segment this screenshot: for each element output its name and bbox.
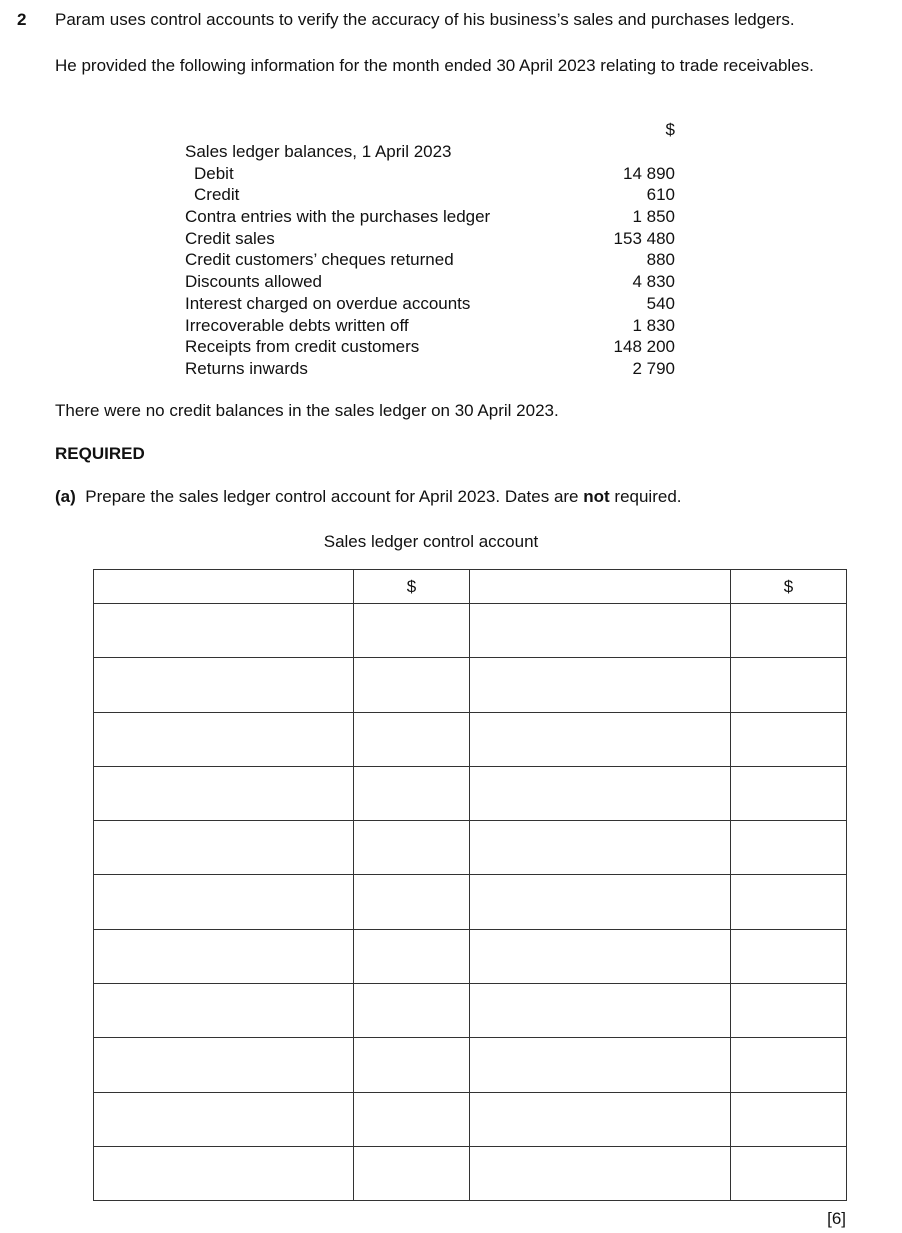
marks-label: [6] [827, 1209, 846, 1228]
debit-amount-cell[interactable] [354, 875, 470, 929]
debit-amount-cell[interactable] [354, 1146, 470, 1200]
info-row [185, 315, 675, 337]
question-number: 2 [17, 10, 27, 29]
credit-details-cell[interactable] [470, 766, 731, 820]
info-row [185, 271, 675, 293]
part-a-instruction [55, 487, 682, 507]
info-row [185, 163, 675, 185]
credit-amount-cell[interactable] [731, 1092, 847, 1146]
debit-details-cell[interactable] [94, 604, 354, 658]
info-amount: 610 [646, 185, 675, 205]
info-row [185, 293, 675, 315]
ledger-row [94, 658, 847, 712]
info-row [185, 184, 675, 206]
ledger-table [93, 569, 847, 1201]
debit-currency-header: $ [354, 570, 470, 604]
credit-amount-cell[interactable] [731, 1146, 847, 1200]
debit-amount-cell[interactable] [354, 929, 470, 983]
credit-details-header [470, 570, 731, 604]
info-amount: 1 850 [632, 207, 675, 227]
info-label: Irrecoverable debts written off [185, 315, 409, 335]
debit-details-cell[interactable] [94, 984, 354, 1038]
debit-amount-cell[interactable] [354, 821, 470, 875]
ledger-row [94, 712, 847, 766]
credit-amount-cell[interactable] [731, 766, 847, 820]
debit-details-cell[interactable] [94, 1038, 354, 1092]
ledger-row [94, 1146, 847, 1200]
info-label: Receipts from credit customers [185, 337, 420, 357]
info-row [185, 336, 675, 358]
credit-details-cell[interactable] [470, 821, 731, 875]
info-row [185, 228, 675, 250]
part-a-text-after: required. [609, 487, 682, 506]
part-a-emphasis: not [583, 487, 610, 506]
credit-amount-cell[interactable] [731, 658, 847, 712]
ledger-row [94, 1092, 847, 1146]
credit-details-cell[interactable] [470, 875, 731, 929]
credit-currency-header: $ [731, 570, 847, 604]
info-row [185, 141, 675, 163]
debit-details-header [94, 570, 354, 604]
debit-details-cell[interactable] [94, 929, 354, 983]
credit-amount-cell[interactable] [731, 712, 847, 766]
info-row [185, 358, 675, 380]
info-label: Interest charged on overdue accounts [185, 293, 471, 313]
info-amount: 1 830 [632, 315, 675, 335]
credit-amount-cell[interactable] [731, 604, 847, 658]
ledger-row [94, 1038, 847, 1092]
ledger-row [94, 875, 847, 929]
debit-details-cell[interactable] [94, 875, 354, 929]
debit-details-cell[interactable] [94, 658, 354, 712]
info-label: Credit sales [185, 228, 275, 248]
credit-amount-cell[interactable] [731, 875, 847, 929]
credit-amount-cell[interactable] [731, 1038, 847, 1092]
required-heading: REQUIRED [55, 444, 145, 463]
info-row [185, 206, 675, 228]
ledger-row [94, 766, 847, 820]
info-label: Credit customers’ cheques returned [185, 250, 454, 270]
credit-amount-cell[interactable] [731, 984, 847, 1038]
credit-details-cell[interactable] [470, 1146, 731, 1200]
info-amount: 14 890 [623, 163, 675, 183]
part-a-text-before: Prepare the sales ledger control account for April 2023. Dates are [85, 487, 584, 506]
question-paragraph: He provided the following information for the month ended 30 April 2023 relating to trade receivables. [55, 56, 814, 75]
note-text: There were no credit balances in the sales ledger on 30 April 2023. [55, 401, 559, 420]
debit-amount-cell[interactable] [354, 984, 470, 1038]
info-label: Sales ledger balances, 1 April 2023 [185, 142, 452, 161]
debit-details-cell[interactable] [94, 1092, 354, 1146]
credit-details-cell[interactable] [470, 1038, 731, 1092]
credit-details-cell[interactable] [470, 604, 731, 658]
credit-details-cell[interactable] [470, 929, 731, 983]
part-a-label: (a) [55, 487, 76, 506]
info-label: Credit [194, 185, 240, 205]
info-label: Returns inwards [185, 358, 308, 378]
info-label: Contra entries with the purchases ledger [185, 207, 491, 227]
info-amount: 4 830 [632, 272, 675, 292]
info-label: Debit [194, 163, 234, 183]
info-amount: 880 [646, 250, 675, 270]
debit-amount-cell[interactable] [354, 604, 470, 658]
ledger-row [94, 929, 847, 983]
debit-details-cell[interactable] [94, 1146, 354, 1200]
credit-amount-cell[interactable] [731, 929, 847, 983]
ledger-header-row [94, 570, 847, 604]
debit-amount-cell[interactable] [354, 1092, 470, 1146]
info-amount: 2 790 [632, 358, 675, 378]
debit-amount-cell[interactable] [354, 766, 470, 820]
credit-details-cell[interactable] [470, 658, 731, 712]
account-title: Sales ledger control account [323, 532, 539, 551]
debit-amount-cell[interactable] [354, 712, 470, 766]
info-label: Discounts allowed [185, 272, 323, 292]
credit-details-cell[interactable] [470, 1092, 731, 1146]
credit-amount-cell[interactable] [731, 821, 847, 875]
info-list [185, 141, 675, 380]
debit-details-cell[interactable] [94, 766, 354, 820]
credit-details-cell[interactable] [470, 984, 731, 1038]
debit-amount-cell[interactable] [354, 658, 470, 712]
info-amount: 540 [646, 293, 675, 313]
ledger-row [94, 604, 847, 658]
ledger-row [94, 821, 847, 875]
question-intro: Param uses control accounts to verify the accuracy of his business’s sales and purchases ledgers. [55, 10, 795, 29]
info-amount: 153 480 [613, 228, 675, 248]
debit-details-cell[interactable] [94, 821, 354, 875]
debit-amount-cell[interactable] [354, 1038, 470, 1092]
info-row [185, 249, 675, 271]
currency-header: $ [665, 120, 675, 139]
credit-details-cell[interactable] [470, 712, 731, 766]
info-amount: 148 200 [613, 337, 675, 357]
debit-details-cell[interactable] [94, 712, 354, 766]
ledger-row [94, 984, 847, 1038]
